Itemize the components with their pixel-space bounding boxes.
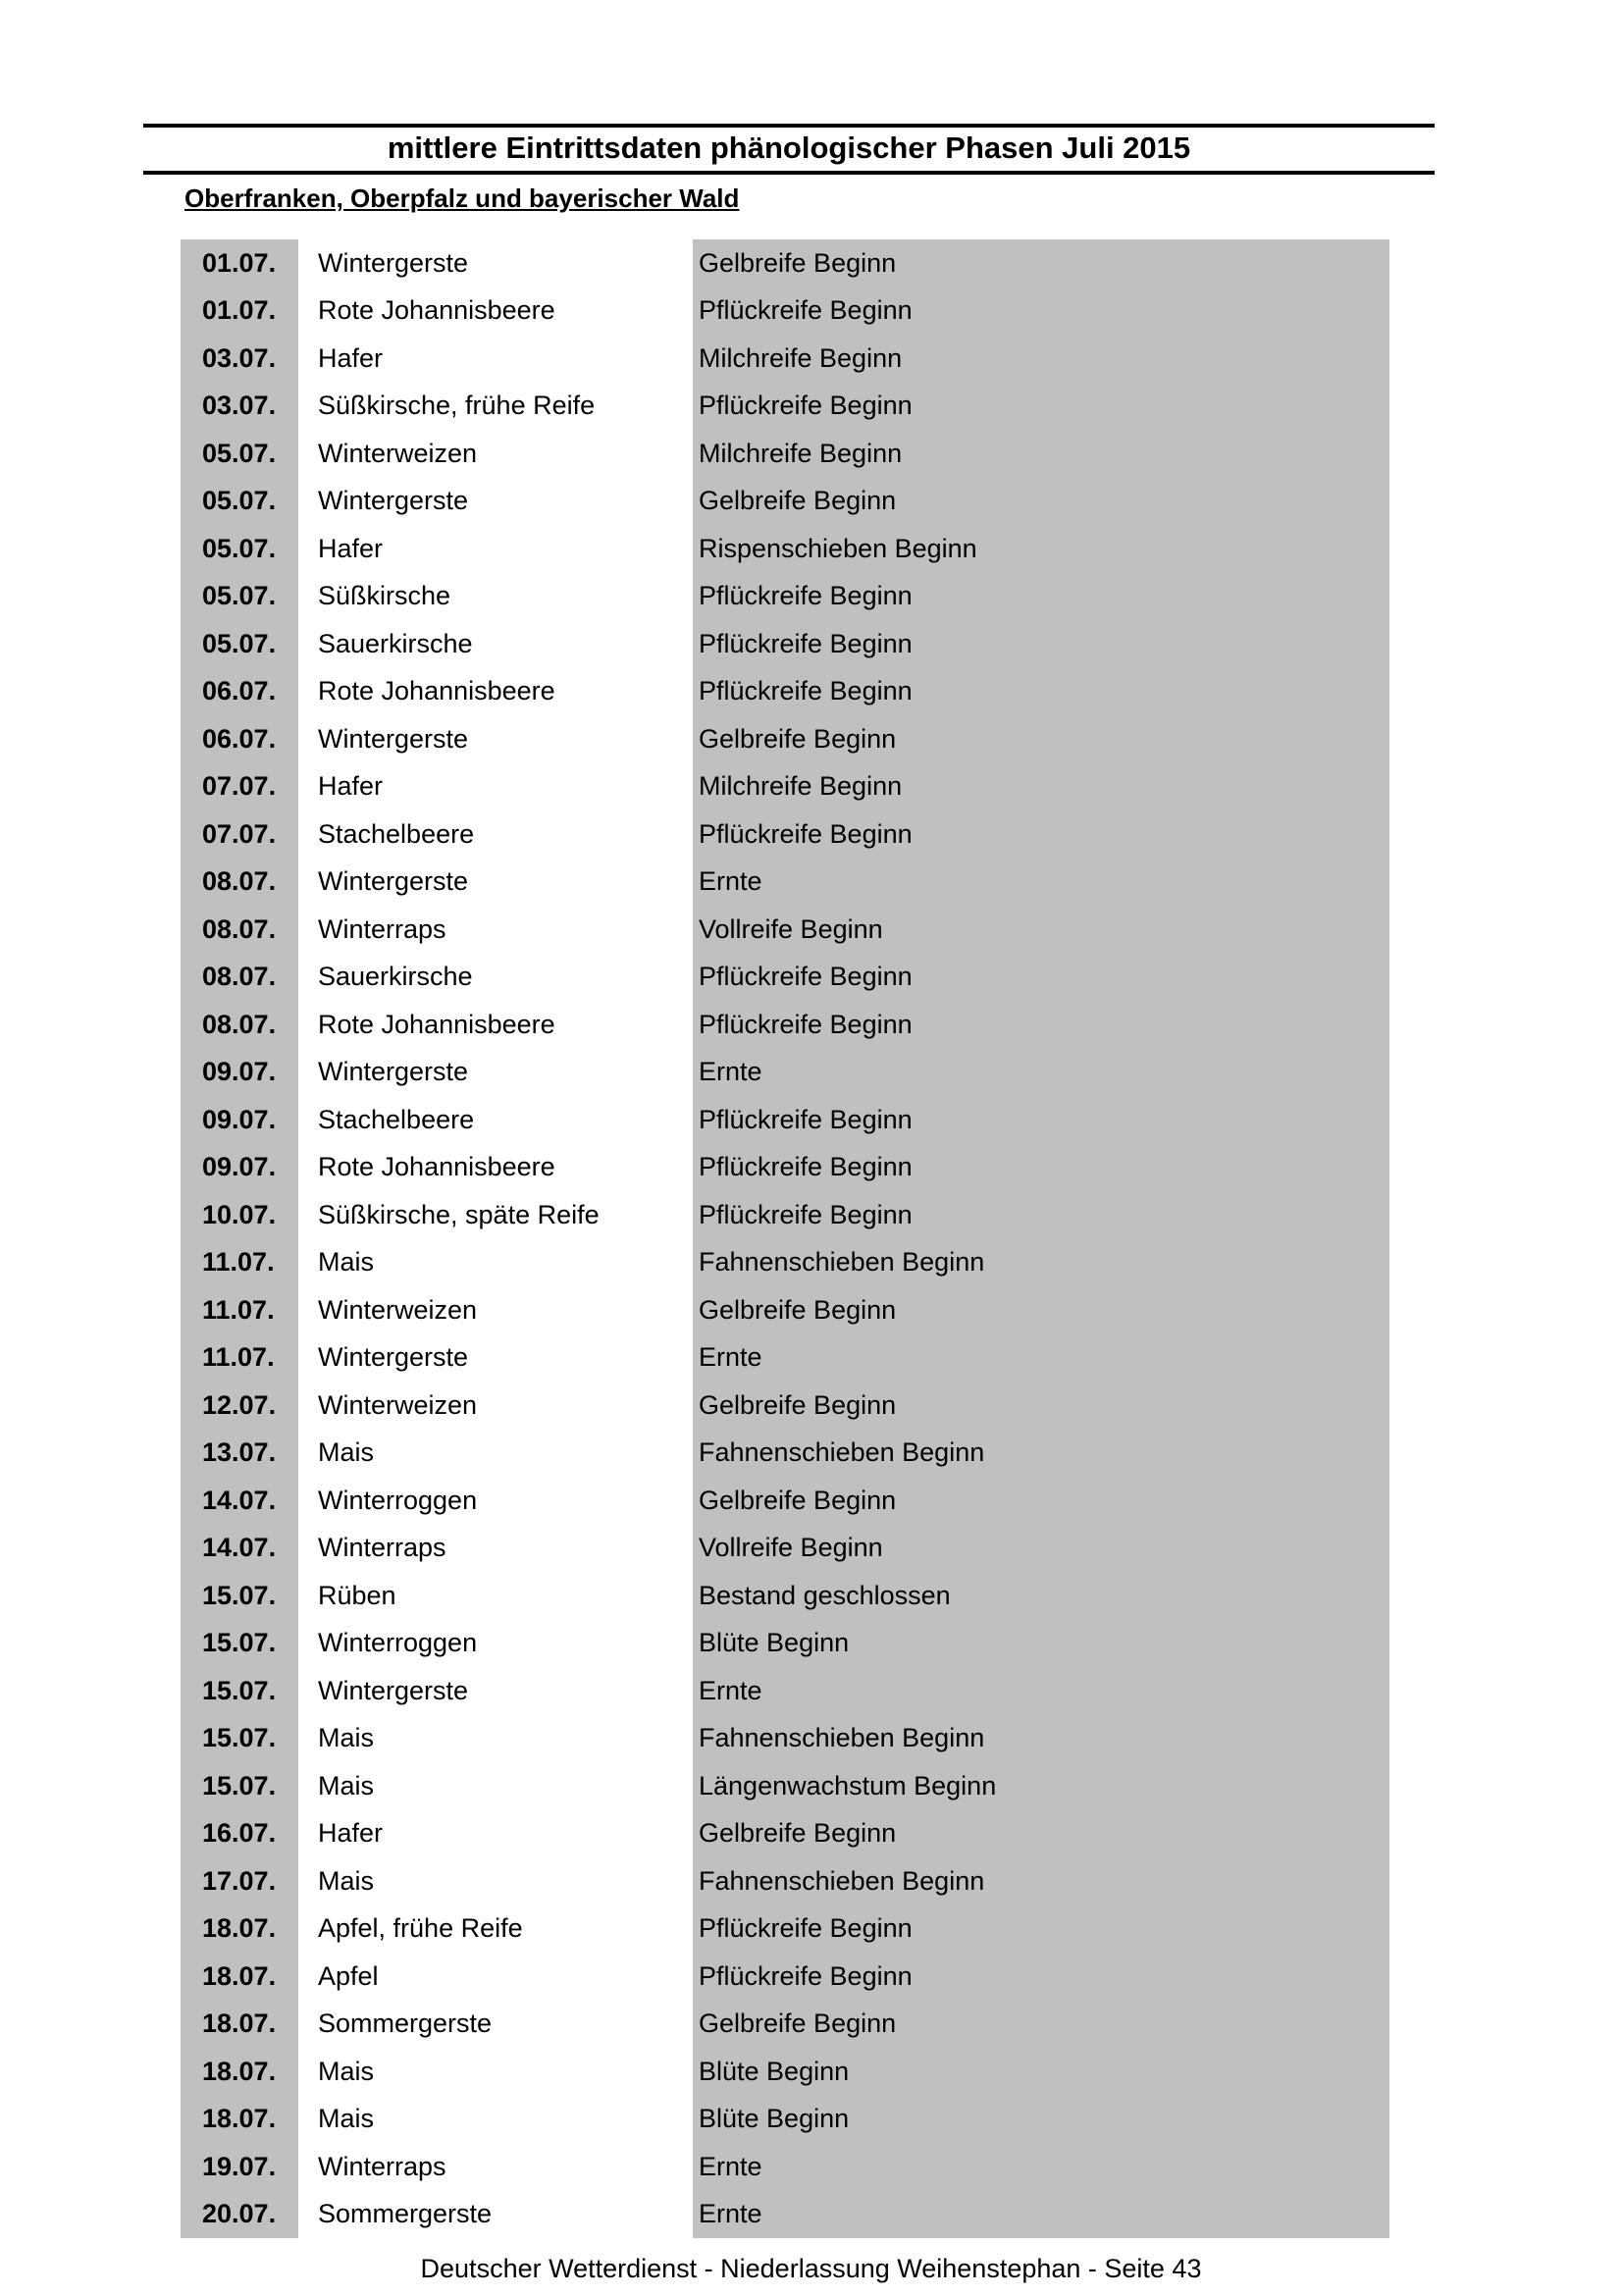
phase-cell: Pflückreife Beginn [693,810,1389,859]
date-cell: 07.07. [181,763,298,811]
table-row [181,1334,1389,1383]
plant-cell: Winterraps [318,1533,446,1563]
date-cell: 10.07. [181,1191,298,1239]
table-row [181,810,1389,859]
phase-cell: Milchreife Beginn [693,335,1389,383]
plant-cell: Winterroggen [318,1628,478,1658]
plant-cell: Winterweizen [318,1294,478,1325]
table-row [181,478,1389,526]
plant-cell: Wintergerste [318,486,469,516]
page-title: mittlere Eintrittsdaten phänologischer Phasen Juli 2015 [387,130,1191,165]
phase-cell: Gelbreife Beginn [693,1286,1389,1334]
phase-cell: Pflückreife Beginn [693,383,1389,431]
date-cell: 16.07. [181,1810,298,1858]
table-row [181,1667,1389,1715]
plant-cell: Winterroggen [318,1485,478,1515]
date-cell: 08.07. [181,954,298,1002]
date-cell: 11.07. [181,1286,298,1334]
table-row [181,954,1389,1002]
date-cell: 05.07. [181,430,298,478]
table-row [181,1857,1389,1905]
phase-cell: Gelbreife Beginn [693,715,1389,763]
date-cell: 08.07. [181,1001,298,1049]
plant-cell: Hafer [318,771,384,802]
phase-cell: Gelbreife Beginn [693,239,1389,287]
table-row [181,2191,1389,2239]
date-cell: 09.07. [181,1049,298,1097]
phase-cell: Fahnenschieben Beginn [693,1715,1389,1763]
phase-cell: Pflückreife Beginn [693,573,1389,621]
date-cell: 18.07. [181,2048,298,2096]
plant-cell: Hafer [318,533,384,563]
date-cell: 03.07. [181,383,298,431]
table-row [181,1620,1389,1668]
plant-cell: Süßkirsche, frühe Reife [318,391,596,421]
plant-cell: Mais [318,1770,375,1800]
table-row [181,1144,1389,1192]
phase-cell: Gelbreife Beginn [693,1477,1389,1525]
table-row [181,1382,1389,1430]
phase-cell: Blüte Beginn [693,2096,1389,2144]
date-cell: 18.07. [181,2096,298,2144]
table-row [181,2096,1389,2144]
phase-cell: Pflückreife Beginn [693,287,1389,336]
date-cell: 15.07. [181,1667,298,1715]
plant-cell: Sommergerste [318,2199,493,2229]
date-cell: 01.07. [181,287,298,336]
plant-cell: Rüben [318,1580,396,1610]
date-cell: 15.07. [181,1620,298,1668]
table-row [181,1762,1389,1810]
date-cell: 14.07. [181,1477,298,1525]
plant-cell: Wintergerste [318,1675,469,1705]
plant-cell: Mais [318,2056,375,2086]
table-row [181,573,1389,621]
table-row [181,668,1389,716]
page-footer: Deutscher Wetterdienst - Niederlassung Weihenstephan - Seite 43 [420,2254,1202,2283]
date-cell: 13.07. [181,1430,298,1478]
date-cell: 03.07. [181,335,298,383]
plant-cell: Wintergerste [318,1057,469,1087]
phase-cell: Pflückreife Beginn [693,1096,1389,1144]
date-cell: 05.07. [181,620,298,668]
plant-cell: Mais [318,1723,375,1753]
date-cell: 11.07. [181,1239,298,1287]
table-row [181,1430,1389,1478]
plant-cell: Winterraps [318,913,446,944]
date-cell: 18.07. [181,1905,298,1954]
plant-cell: Süßkirsche, späte Reife [318,1199,600,1229]
phase-cell: Bestand geschlossen [693,1572,1389,1620]
plant-cell: Apfel, frühe Reife [318,1913,523,1944]
date-cell: 15.07. [181,1715,298,1763]
table-row [181,2001,1389,2049]
phase-cell: Pflückreife Beginn [693,1953,1389,2001]
date-cell: 01.07. [181,239,298,287]
phase-cell: Pflückreife Beginn [693,954,1389,1002]
plant-cell: Hafer [318,1818,384,1849]
table-row [181,525,1389,573]
table-row [181,1001,1389,1049]
table-row [181,239,1389,287]
phase-cell: Gelbreife Beginn [693,1382,1389,1430]
plant-cell: Mais [318,1865,375,1896]
table-row [181,1905,1389,1954]
table-row [181,620,1389,668]
table-row [181,1477,1389,1525]
table-row [181,906,1389,954]
phase-cell: Blüte Beginn [693,2048,1389,2096]
plant-cell: Rote Johannisbeere [318,295,555,326]
phase-cell: Gelbreife Beginn [693,478,1389,526]
phase-cell: Ernte [693,859,1389,907]
plant-cell: Rote Johannisbeere [318,1152,555,1182]
plant-cell: Wintergerste [318,866,469,897]
phase-cell: Pflückreife Beginn [693,1191,1389,1239]
date-cell: 12.07. [181,1382,298,1430]
phase-cell: Gelbreife Beginn [693,2001,1389,2049]
plant-cell: Apfel [318,1960,379,1991]
table-row [181,763,1389,811]
date-cell: 11.07. [181,1334,298,1383]
plant-cell: Süßkirsche [318,581,451,611]
table-row [181,287,1389,336]
phase-cell: Fahnenschieben Beginn [693,1857,1389,1905]
phase-cell: Milchreife Beginn [693,763,1389,811]
phase-cell: Pflückreife Beginn [693,668,1389,716]
table-row [181,1191,1389,1239]
phase-cell: Ernte [693,1049,1389,1097]
date-cell: 06.07. [181,715,298,763]
phase-cell: Pflückreife Beginn [693,1905,1389,1954]
plant-cell: Wintergerste [318,247,469,278]
phase-cell: Pflückreife Beginn [693,1144,1389,1192]
phase-cell: Pflückreife Beginn [693,1001,1389,1049]
phase-cell: Ernte [693,1667,1389,1715]
table-row [181,1525,1389,1573]
phase-cell: Blüte Beginn [693,1620,1389,1668]
date-cell: 14.07. [181,1525,298,1573]
plant-cell: Mais [318,1247,375,1278]
region-subtitle: Oberfranken, Oberpfalz und bayerischer Wald [184,183,740,213]
plant-cell: Hafer [318,342,384,373]
plant-cell: Mais [318,2104,375,2134]
plant-cell: Sauerkirsche [318,962,473,992]
date-cell: 05.07. [181,478,298,526]
table-row [181,859,1389,907]
phase-cell: Ernte [693,2143,1389,2191]
phase-cell: Milchreife Beginn [693,430,1389,478]
phase-cell: Vollreife Beginn [693,906,1389,954]
plant-cell: Winterraps [318,2151,446,2181]
plant-cell: Wintergerste [318,1342,469,1373]
phase-cell: Vollreife Beginn [693,1525,1389,1573]
table-row [181,1572,1389,1620]
table-row [181,335,1389,383]
plant-cell: Sauerkirsche [318,628,473,658]
table-row [181,383,1389,431]
plant-cell: Winterweizen [318,1389,478,1420]
date-cell: 15.07. [181,1762,298,1810]
plant-cell: Stachelbeere [318,1104,475,1134]
table-row [181,1049,1389,1097]
table-row [181,2048,1389,2096]
plant-cell: Mais [318,1437,375,1468]
phase-cell: Rispenschieben Beginn [693,525,1389,573]
table-row [181,1953,1389,2001]
phase-cell: Längenwachstum Beginn [693,1762,1389,1810]
plant-cell: Sommergerste [318,2009,493,2039]
plant-cell: Stachelbeere [318,818,475,849]
date-cell: 18.07. [181,2001,298,2049]
date-cell: 15.07. [181,1572,298,1620]
table-row [181,1810,1389,1858]
table-row [181,1286,1389,1334]
plant-cell: Rote Johannisbeere [318,1009,555,1039]
table-row [181,1715,1389,1763]
date-cell: 18.07. [181,1953,298,2001]
phase-cell: Fahnenschieben Beginn [693,1239,1389,1287]
table-row [181,2143,1389,2191]
date-cell: 08.07. [181,906,298,954]
phenology-table [181,239,1389,2238]
date-cell: 09.07. [181,1096,298,1144]
phase-cell: Pflückreife Beginn [693,620,1389,668]
title-underline-rule [143,171,1435,175]
table-row [181,1239,1389,1287]
phase-cell: Gelbreife Beginn [693,1810,1389,1858]
table-row [181,715,1389,763]
date-cell: 17.07. [181,1857,298,1905]
date-cell: 06.07. [181,668,298,716]
plant-cell: Rote Johannisbeere [318,676,555,706]
phase-cell: Ernte [693,2191,1389,2239]
date-cell: 05.07. [181,573,298,621]
plant-cell: Winterweizen [318,438,478,468]
phase-cell: Ernte [693,1334,1389,1383]
date-cell: 05.07. [181,525,298,573]
date-cell: 07.07. [181,810,298,859]
table-row [181,430,1389,478]
date-cell: 08.07. [181,859,298,907]
date-cell: 19.07. [181,2143,298,2191]
date-cell: 09.07. [181,1144,298,1192]
phase-cell: Fahnenschieben Beginn [693,1430,1389,1478]
plant-cell: Wintergerste [318,723,469,754]
date-cell: 20.07. [181,2191,298,2239]
table-row [181,1096,1389,1144]
